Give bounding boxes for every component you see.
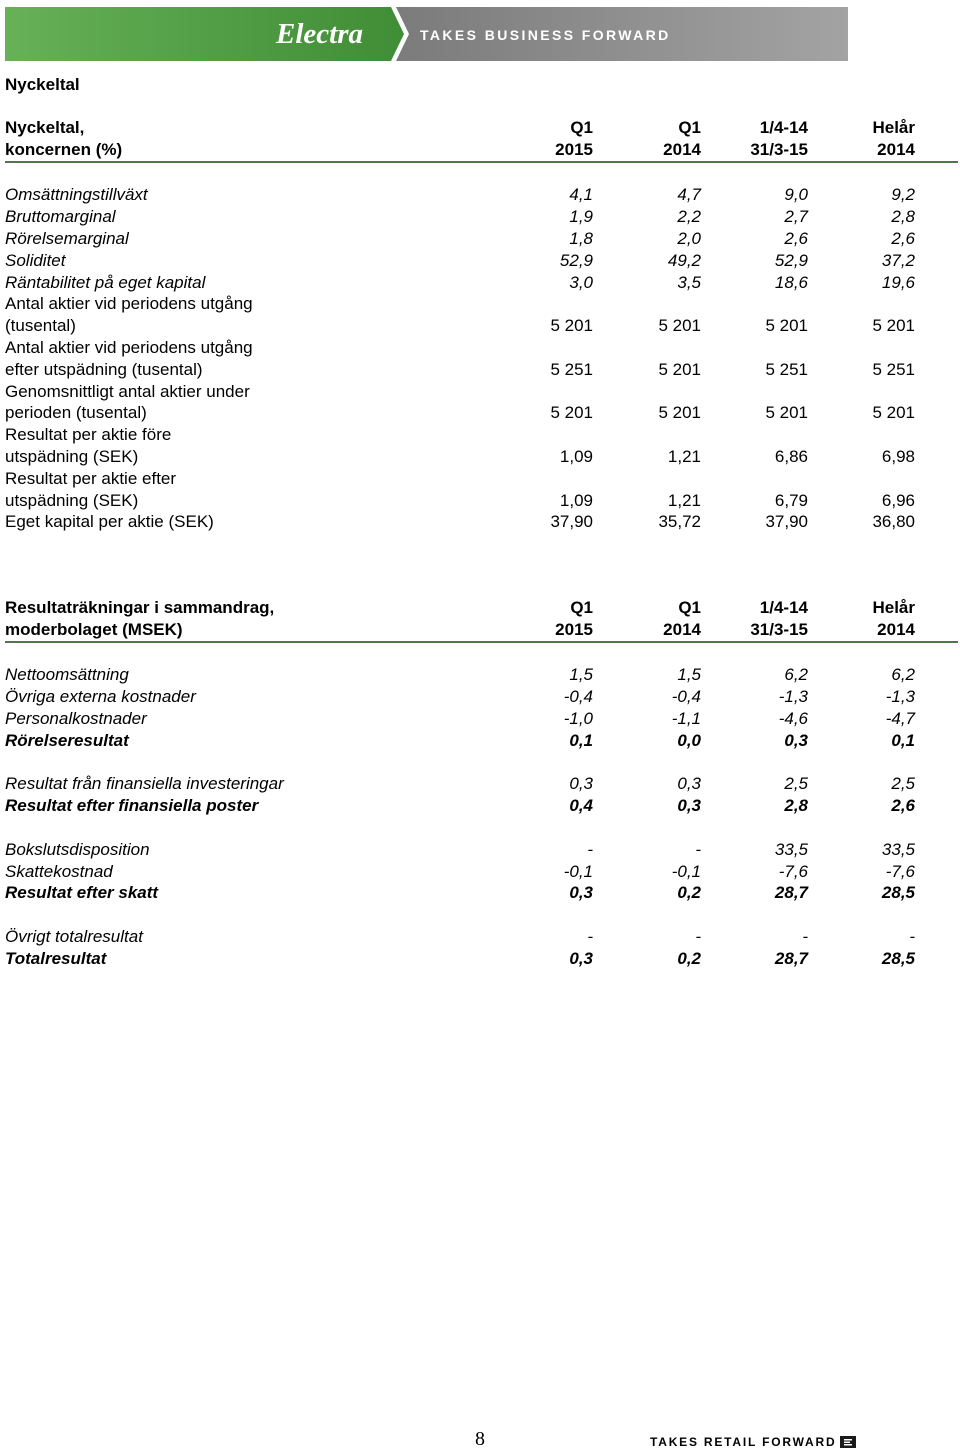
column-header-year: 2015 [555, 619, 593, 639]
row-label [5, 272, 485, 294]
table-row [5, 381, 958, 425]
table-row [5, 948, 958, 970]
table-row [5, 272, 958, 294]
table-row [5, 730, 958, 752]
row-value: - [802, 926, 808, 946]
footer-tagline: TAKES RETAIL FORWARD [650, 1435, 837, 1449]
row-label-line: Rörelsemarginal [5, 228, 129, 248]
row-value: 1,5 [569, 665, 593, 685]
row-value: 0,1 [569, 730, 593, 750]
banner-tagline: TAKES BUSINESS FORWARD [420, 27, 671, 43]
row-label-line: Omsättningstillväxt [5, 185, 148, 205]
table-row [5, 686, 958, 708]
row-label [5, 468, 485, 512]
row-value: 0,2 [677, 883, 701, 903]
table-heading-line: Nyckeltal, [5, 118, 85, 137]
row-value: -4,7 [885, 708, 915, 728]
table-row [5, 882, 958, 904]
row-value: 5 201 [658, 403, 701, 423]
income-statement-header [5, 597, 958, 643]
row-value: 0,3 [569, 948, 593, 968]
header-spacer [915, 117, 958, 161]
row-value: - [695, 926, 701, 946]
row-value: 28,5 [881, 883, 915, 903]
row-value: 0,2 [677, 948, 701, 968]
row-value: 2,0 [677, 228, 701, 248]
table-row [5, 664, 958, 686]
row-label [5, 228, 485, 250]
row-label-line: Övriga externa kostnader [5, 687, 196, 707]
row-value: 19,6 [881, 272, 915, 292]
column-header [701, 117, 808, 161]
row-value: 3,5 [677, 272, 701, 292]
table-heading-line: koncernen (%) [5, 139, 123, 159]
row-label-line: Antal aktier vid periodens utgång [5, 337, 253, 357]
table-heading-line: Resultaträkningar i sammandrag, [5, 598, 275, 617]
income-statement-table [5, 597, 958, 970]
table-row [5, 293, 958, 337]
row-value: -1,3 [885, 687, 915, 707]
row-value: - [587, 926, 593, 946]
row-value: 6,86 [774, 446, 808, 466]
column-header [808, 117, 915, 161]
row-label-line: efter utspädning (tusental) [5, 359, 203, 379]
column-header [701, 597, 808, 641]
table-row [5, 250, 958, 272]
row-value: 2,6 [891, 796, 915, 816]
row-value: 1,9 [569, 207, 593, 227]
row-value: 6,2 [784, 665, 808, 685]
row-label [5, 686, 485, 708]
table-row [5, 511, 958, 533]
column-header-period: 1/4-14 [759, 598, 808, 617]
row-value: -0,1 [563, 861, 593, 881]
row-value: 28,7 [774, 948, 808, 968]
row-value: 28,7 [774, 883, 808, 903]
row-value: - [695, 839, 701, 859]
row-label-line: Skattekostnad [5, 861, 113, 881]
row-label-line: Nettoomsättning [5, 665, 129, 685]
table-row [5, 337, 958, 381]
row-value: - [587, 839, 593, 859]
row-value: 5 251 [872, 359, 915, 379]
key-figures-body [5, 184, 958, 533]
row-value: 2,2 [677, 207, 701, 227]
table-row [5, 861, 958, 883]
row-value: 49,2 [667, 250, 701, 270]
row-value: -1,3 [778, 687, 808, 707]
column-header [808, 597, 915, 641]
row-value: - [909, 926, 915, 946]
row-label-line: (tusental) [5, 316, 76, 336]
row-group [5, 773, 958, 817]
row-label-line: Resultat per aktie före [5, 425, 172, 445]
column-header-period: 1/4-14 [759, 118, 808, 137]
row-label-line: Räntabilitet på eget kapital [5, 272, 206, 292]
row-value: 33,5 [774, 839, 808, 859]
row-value: 0,3 [784, 730, 808, 750]
row-value: 1,21 [667, 490, 701, 510]
row-value: 0,1 [891, 730, 915, 750]
table-row [5, 708, 958, 730]
column-header-period: Helår [872, 598, 915, 617]
row-value: 4,7 [677, 185, 701, 205]
row-value: 1,21 [667, 446, 701, 466]
column-header-year: 2015 [555, 139, 593, 159]
column-header-period: Q1 [678, 118, 701, 137]
row-value: 52,9 [774, 250, 808, 270]
row-label [5, 926, 485, 948]
row-label [5, 861, 485, 883]
table-row [5, 468, 958, 512]
row-value: 37,90 [550, 512, 593, 532]
row-value: 1,09 [559, 490, 593, 510]
row-label [5, 206, 485, 228]
row-value: 2,5 [891, 774, 915, 794]
row-label [5, 839, 485, 861]
row-value: 5 251 [550, 359, 593, 379]
electra-mark-icon [840, 1436, 856, 1448]
row-label-line: utspädning (SEK) [5, 446, 139, 466]
income-statement-body [5, 664, 958, 969]
row-label-line: perioden (tusental) [5, 403, 147, 423]
key-figures-table [5, 117, 958, 533]
electra-logo: Electra [276, 18, 363, 50]
table-row [5, 184, 958, 206]
row-label-line: Resultat från finansiella investeringar [5, 774, 284, 794]
row-value: 37,2 [881, 250, 915, 270]
row-label-line: Antal aktier vid periodens utgång [5, 294, 253, 314]
table-heading-line: moderbolaget (MSEK) [5, 619, 183, 639]
row-value: 5 201 [765, 316, 808, 336]
row-value: -0,1 [671, 861, 701, 881]
row-value: 0,3 [677, 796, 701, 816]
row-label [5, 795, 485, 817]
row-value: 36,80 [872, 512, 915, 532]
row-label [5, 664, 485, 686]
table-heading [5, 117, 485, 161]
table-heading [5, 597, 485, 641]
column-header-period: Helår [872, 118, 915, 137]
row-label-line: Totalresultat [5, 948, 107, 968]
row-label [5, 381, 485, 425]
row-value: 6,96 [881, 490, 915, 510]
section-title: Nyckeltal [5, 75, 80, 94]
column-header-period: Q1 [570, 118, 593, 137]
column-header-period: Q1 [678, 598, 701, 617]
row-value: 52,9 [559, 250, 593, 270]
row-value: -0,4 [563, 687, 593, 707]
row-value: -1,1 [671, 708, 701, 728]
row-label-line: Rörelseresultat [5, 730, 129, 750]
row-value: 18,6 [774, 272, 808, 292]
row-value: 0,4 [569, 796, 593, 816]
row-value: 6,2 [891, 665, 915, 685]
row-label-line: Personalkostnader [5, 708, 147, 728]
column-header-year: 31/3-15 [750, 139, 808, 159]
row-value: -4,6 [778, 708, 808, 728]
row-value: 1,8 [569, 228, 593, 248]
row-value: 0,0 [677, 730, 701, 750]
row-value: 5 251 [765, 359, 808, 379]
table-row [5, 795, 958, 817]
row-label [5, 184, 485, 206]
column-header [485, 117, 593, 161]
row-value: 2,6 [784, 228, 808, 248]
row-label [5, 424, 485, 468]
row-label-line: utspädning (SEK) [5, 490, 139, 510]
row-value: 5 201 [872, 316, 915, 336]
row-label-line: Bokslutsdisposition [5, 839, 150, 859]
row-label [5, 730, 485, 752]
row-group [5, 664, 958, 751]
row-value: 4,1 [569, 185, 593, 205]
row-value: -7,6 [885, 861, 915, 881]
row-value: 5 201 [658, 316, 701, 336]
row-value: 3,0 [569, 272, 593, 292]
row-value: 28,5 [881, 948, 915, 968]
row-value: 2,7 [784, 207, 808, 227]
row-value: 35,72 [658, 512, 701, 532]
row-value: 9,2 [891, 185, 915, 205]
column-header-period: Q1 [570, 598, 593, 617]
row-group [5, 839, 958, 904]
row-label [5, 882, 485, 904]
key-figures-header [5, 117, 958, 163]
column-header-year: 2014 [877, 139, 915, 159]
row-label [5, 337, 485, 381]
row-value: 2,8 [784, 796, 808, 816]
row-value: 5 201 [872, 403, 915, 423]
row-group [5, 926, 958, 970]
header-spacer [915, 597, 958, 641]
column-header [485, 597, 593, 641]
row-label [5, 773, 485, 795]
row-value: 6,98 [881, 446, 915, 466]
row-value: -1,0 [563, 708, 593, 728]
row-value: 2,5 [784, 774, 808, 794]
row-value: 0,3 [569, 774, 593, 794]
row-group [5, 184, 958, 533]
table-row [5, 839, 958, 861]
table-row [5, 926, 958, 948]
table-row [5, 206, 958, 228]
row-value: 9,0 [784, 185, 808, 205]
row-value: 0,3 [569, 883, 593, 903]
table-row [5, 228, 958, 250]
row-label-line: Soliditet [5, 250, 66, 270]
table-row [5, 424, 958, 468]
row-value: 37,90 [765, 512, 808, 532]
row-value: 2,6 [891, 228, 915, 248]
row-label [5, 250, 485, 272]
row-label [5, 708, 485, 730]
row-value: 5 201 [658, 359, 701, 379]
row-label-line: Eget kapital per aktie (SEK) [5, 512, 214, 532]
row-label-line: Bruttomarginal [5, 207, 116, 227]
row-value: 5 201 [550, 403, 593, 423]
column-header-year: 2014 [663, 619, 701, 639]
row-label-line: Övrigt totalresultat [5, 926, 143, 946]
row-value: 5 201 [765, 403, 808, 423]
column-header [593, 597, 701, 641]
row-label-line: Resultat per aktie efter [5, 468, 177, 488]
row-value: 1,5 [677, 665, 701, 685]
row-value: 6,79 [774, 490, 808, 510]
row-value: 5 201 [550, 316, 593, 336]
row-label [5, 293, 485, 337]
row-label-line: Resultat efter skatt [5, 883, 159, 903]
page-number: 8 [475, 1428, 485, 1450]
row-value: 1,09 [559, 446, 593, 466]
row-value: -0,4 [671, 687, 701, 707]
row-label [5, 511, 485, 533]
column-header-year: 2014 [663, 139, 701, 159]
row-label-line: Genomsnittligt antal aktier under [5, 381, 250, 401]
row-value: 2,8 [891, 207, 915, 227]
row-value: -7,6 [778, 861, 808, 881]
column-header-year: 31/3-15 [750, 619, 808, 639]
table-row [5, 773, 958, 795]
row-label-line: Resultat efter finansiella poster [5, 796, 259, 816]
row-value: 0,3 [677, 774, 701, 794]
row-label [5, 948, 485, 970]
header-banner [5, 7, 848, 61]
column-header-year: 2014 [877, 619, 915, 639]
column-header [593, 117, 701, 161]
row-value: 33,5 [881, 839, 915, 859]
